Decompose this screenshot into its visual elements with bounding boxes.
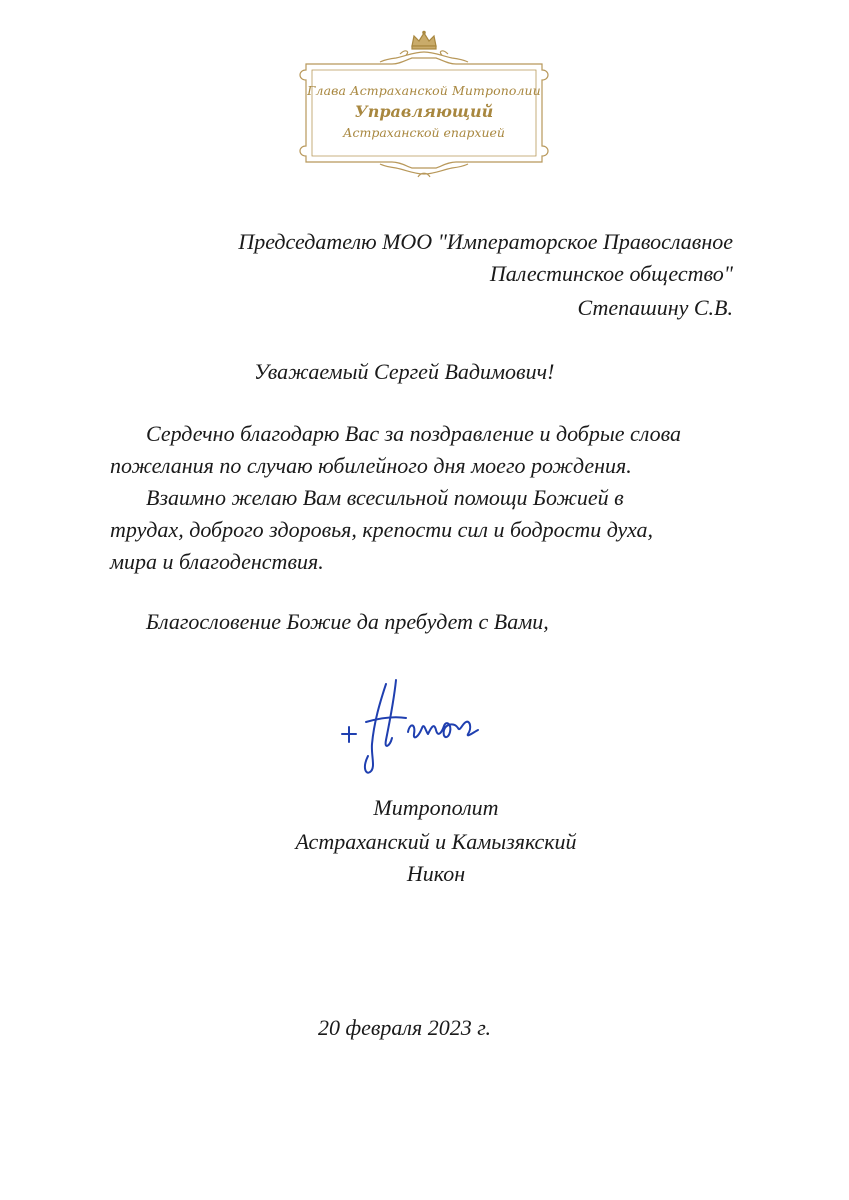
letterhead-title: Глава Астраханской Митрополии — [307, 83, 541, 98]
body-paragraph-2-line-2: трудах, доброго здоровья, крепости сил и бодрости духа, — [110, 517, 654, 542]
blessing: Благословение Божие да пребудет с Вами, — [146, 609, 549, 634]
addressee-line-2: Палестинское общество" — [489, 261, 733, 286]
signatory-name: Никон — [406, 861, 466, 886]
letterhead-eparchy: Астраханской епархией — [343, 125, 505, 140]
signatory-title: Митрополит — [373, 795, 499, 820]
greeting: Уважаемый Сергей Вадимович! — [254, 359, 555, 384]
letter-date: 20 февраля 2023 г. — [318, 1015, 492, 1040]
letterhead — [288, 30, 560, 180]
signatory-diocese: Астраханский и Камызякский — [295, 829, 577, 854]
addressee-line-1: Председателю МОО "Императорское Православное — [238, 229, 733, 254]
letterhead-subtitle: Управляющий — [354, 102, 494, 121]
body-paragraph-2-line-1: Взаимно желаю Вам всесильной помощи Божией в — [146, 485, 624, 510]
body-paragraph-1-line-1: Сердечно благодарю Вас за поздравление и добрые слова — [146, 421, 682, 446]
addressee-line-3: Степашину С.В. — [577, 295, 733, 320]
signature — [336, 672, 496, 782]
body-paragraph-2-line-3: мира и благоденствия. — [110, 549, 324, 574]
signature-icon — [336, 672, 496, 782]
body-paragraph-1-line-2: пожелания по случаю юбилейного дня моего рождения. — [110, 453, 632, 478]
